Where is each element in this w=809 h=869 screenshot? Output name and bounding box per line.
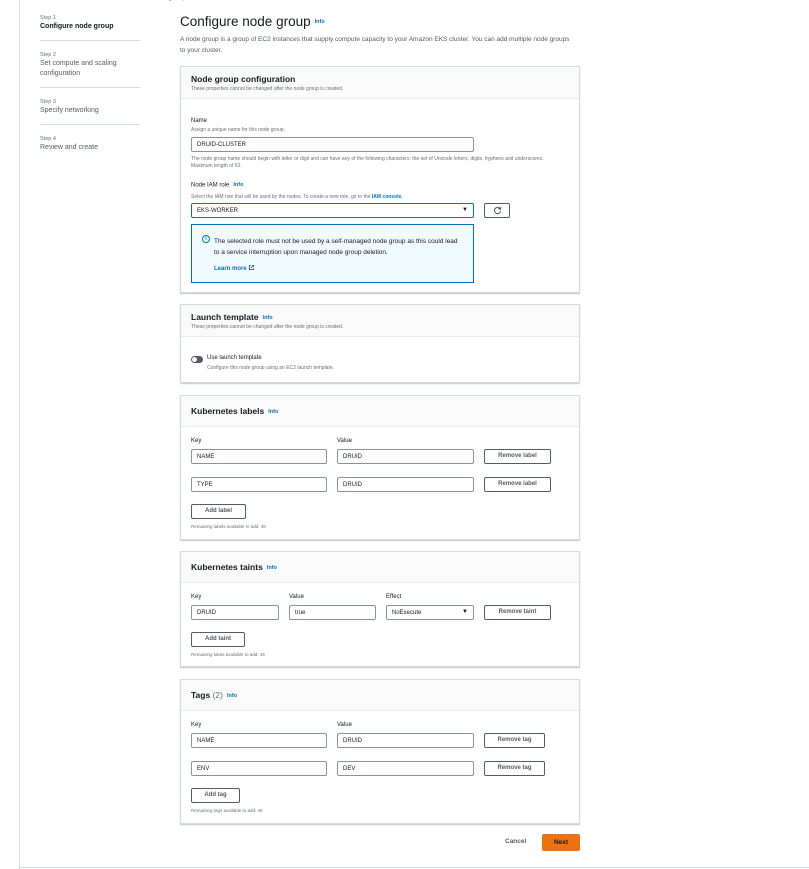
learn-more-link[interactable] — [214, 264, 255, 272]
label-key-input[interactable]: TYPE — [191, 477, 327, 492]
info-icon: i — [202, 235, 210, 243]
remaining-labels-text: Remaining labels available to add: 48 — [191, 524, 266, 529]
learn-more-text: Learn more — [214, 266, 247, 272]
step-title: Review and create — [40, 144, 98, 151]
panel-title: Node group configuration — [191, 74, 296, 84]
panel-title-text: Tags — [191, 690, 211, 700]
panel-title — [191, 406, 569, 416]
value-column-header: Value — [337, 722, 352, 728]
remove-label-button[interactable]: Remove label — [484, 477, 551, 492]
step-2[interactable] — [40, 49, 140, 88]
key-column-header: Key — [191, 594, 202, 600]
kubernetes-taints-panel — [180, 551, 580, 667]
iam-role-label — [191, 182, 243, 189]
tag-key-input[interactable]: NAME — [191, 733, 327, 748]
step-number: Step 4 — [40, 136, 56, 142]
remove-taint-button[interactable]: Remove taint — [484, 605, 551, 620]
step-number: Step 1 — [40, 15, 56, 21]
add-tag-button[interactable]: Add tag — [191, 788, 240, 803]
page-description: A node group is a group of EC2 instances that supply compute capacity to your Amazon EKS cluster. You can add multiple node groups to your cluster. — [180, 36, 570, 54]
name-label: Name — [191, 118, 208, 124]
panel-header — [181, 67, 579, 99]
label-value-input[interactable]: DRUID — [337, 449, 474, 464]
key-column-header: Key — [191, 722, 202, 728]
remove-label-button[interactable]: Remove label — [484, 449, 551, 464]
launch-template-toggle[interactable] — [191, 356, 203, 363]
tag-value-input[interactable]: DRUID — [337, 733, 474, 748]
remove-tag-button[interactable]: Remove tag — [484, 761, 545, 776]
taint-value-input[interactable]: true — [289, 605, 376, 620]
value-column-header: Value — [289, 594, 304, 600]
info-link[interactable]: Info — [262, 314, 273, 321]
effect-column-header: Effect — [386, 594, 402, 600]
step-title: Set compute and scaling configuration — [40, 60, 117, 77]
caret-down-icon: ▼ — [462, 207, 468, 213]
step-3[interactable] — [40, 96, 140, 125]
remove-tag-button[interactable]: Remove tag — [484, 733, 545, 748]
external-link-icon — [248, 264, 255, 271]
launch-template-panel — [180, 304, 580, 383]
name-help: The node group name should begin with letter or digit and can have any of the following characters: the set of Unicode letters, digits, hyphens and underscores. Maximum length of 63. — [191, 156, 544, 169]
step-title: Configure node group — [40, 23, 114, 30]
panel-title — [191, 562, 569, 572]
panel-title-text: Launch template — [191, 312, 259, 322]
panel-title — [191, 312, 569, 322]
value-column-header: Value — [337, 438, 352, 444]
toggle-description: Configure this node group using an EC2 launch template. — [207, 365, 335, 371]
panel-title — [191, 690, 569, 700]
tag-key-input[interactable]: ENV — [191, 761, 327, 776]
tags-panel — [180, 679, 580, 824]
page-title-text: Configure node group — [180, 14, 311, 29]
panel-title-text: Kubernetes taints — [191, 562, 263, 572]
label-key-input[interactable]: NAME — [191, 449, 327, 464]
page-frame-bottom — [19, 867, 809, 868]
panel-title-text: Kubernetes labels — [191, 406, 265, 416]
page-title — [180, 14, 325, 29]
refresh-roles-button[interactable] — [484, 203, 510, 218]
next-button[interactable]: Next — [542, 834, 580, 851]
step-4[interactable] — [40, 133, 140, 161]
panel-header — [181, 552, 579, 583]
info-link[interactable]: Info — [268, 408, 279, 415]
taint-key-input[interactable]: DRUID — [191, 605, 279, 620]
step-title: Specify networking — [40, 107, 99, 114]
panel-header — [181, 680, 579, 711]
iam-console-link[interactable]: IAM console. — [371, 194, 403, 200]
page-frame-left — [19, 0, 20, 869]
name-description: Assign a unique name for this node group. — [191, 127, 285, 133]
step-number: Step 2 — [40, 52, 56, 58]
iam-role-select[interactable] — [191, 203, 474, 218]
key-column-header: Key — [191, 438, 202, 444]
breadcrumb — [40, 0, 186, 1]
iam-role-description — [191, 194, 403, 200]
kubernetes-labels-panel — [180, 395, 580, 540]
node-group-config-panel — [180, 66, 580, 293]
cancel-button[interactable]: Cancel — [505, 838, 527, 845]
info-link[interactable]: Info — [226, 692, 238, 699]
add-taint-button[interactable]: Add taint — [191, 632, 245, 647]
info-link[interactable]: Info — [314, 19, 325, 26]
label-value-input[interactable]: DRUID — [337, 477, 474, 492]
panel-subtitle: These properties cannot be changed after the node group is created. — [191, 86, 344, 92]
remaining-tags-text: Remaining tags available to add: 48 — [191, 808, 263, 813]
info-link[interactable]: Info — [266, 564, 277, 571]
tags-count: (2) — [212, 690, 223, 700]
taint-effect-select[interactable] — [386, 605, 474, 620]
tag-value-input[interactable]: DEV — [337, 761, 474, 776]
panel-header — [181, 305, 579, 337]
refresh-icon — [493, 206, 502, 215]
panel-subtitle: These properties cannot be changed after the node group is created. — [191, 324, 344, 330]
step-number: Step 3 — [40, 99, 56, 105]
caret-down-icon: ▼ — [462, 609, 468, 615]
step-1[interactable] — [40, 12, 140, 41]
alert-text: The selected role must not be used by a self-managed node group as this could lead to a service interruption upon managed node group deletion. — [214, 238, 458, 256]
toggle-label: Use launch template — [207, 355, 262, 361]
iam-role-description-text: Select the IAM role that will be used by the nodes. To create a new role, go to the — [191, 194, 371, 200]
iam-role-label-text: Node IAM role — [191, 182, 230, 189]
name-input[interactable]: DRUID-CLUSTER — [191, 137, 474, 152]
wizard-steps — [40, 12, 140, 169]
info-link[interactable]: Info — [233, 182, 244, 188]
add-label-button[interactable]: Add label — [191, 504, 246, 519]
panel-header — [181, 396, 579, 427]
remaining-taints-text: Remaining taints available to add: 49 — [191, 652, 265, 657]
taint-effect-selected-value: NoExecute — [392, 610, 422, 616]
role-info-alert — [191, 224, 474, 283]
iam-role-selected-value: EKS-WORKER — [197, 208, 239, 214]
